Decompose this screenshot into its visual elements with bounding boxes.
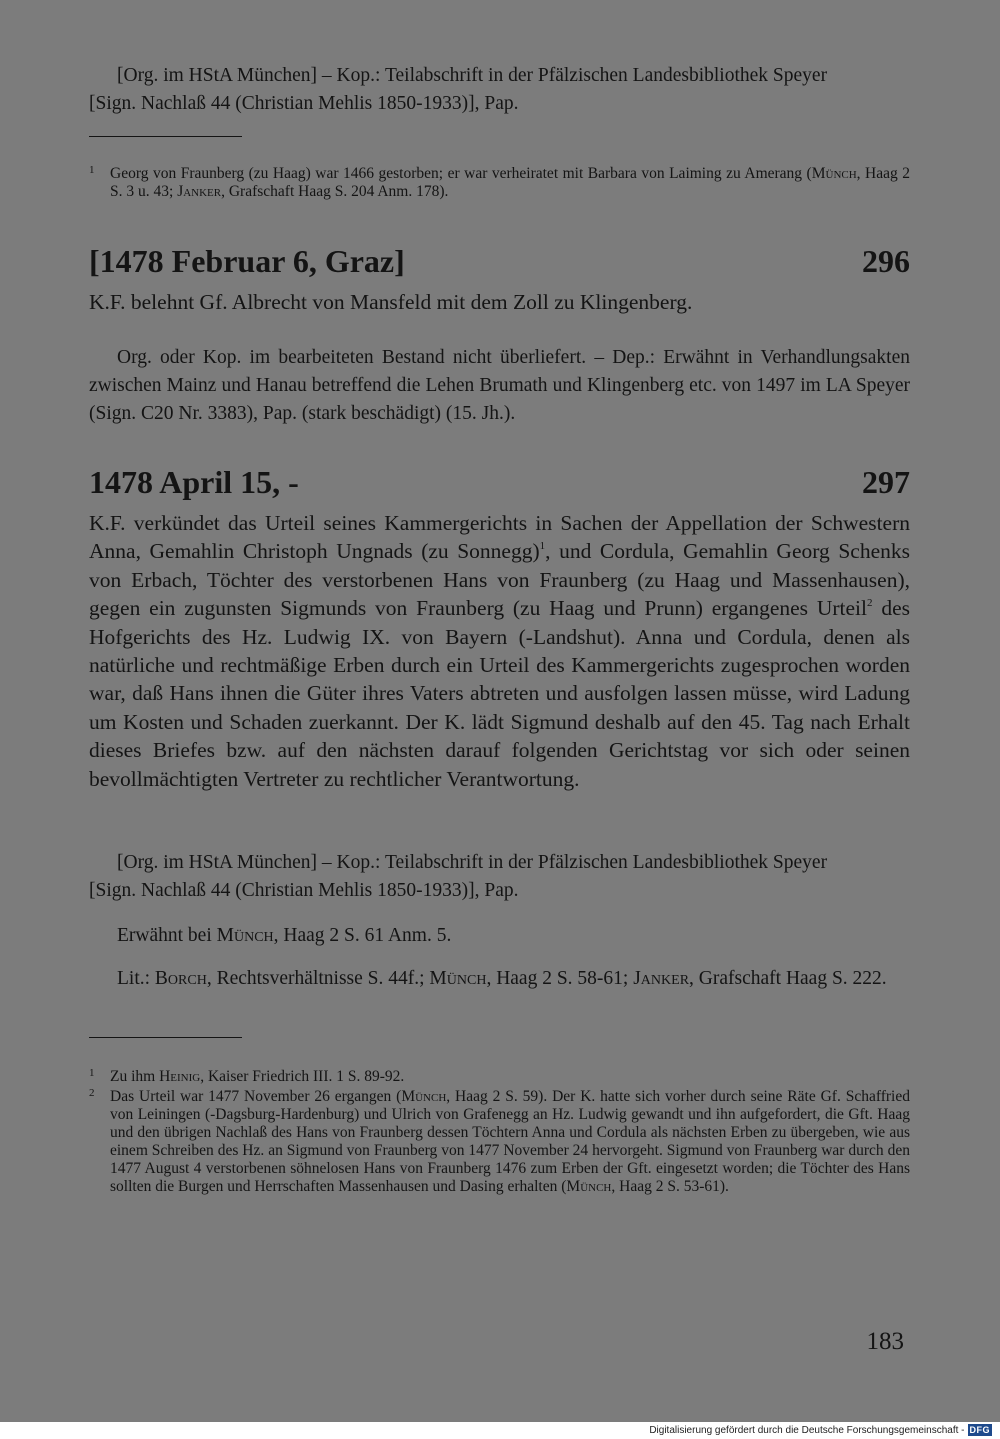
entry-297-source-block — [89, 849, 910, 905]
top-footnote — [89, 165, 910, 201]
entry-297-literature-block — [89, 965, 910, 993]
entry-296-source: Org. oder Kop. im bearbeiteten Bestand nicht überliefert. – Dep.: Erwähnt in Verhandlungsakten zwischen Mainz und Hanau betreffend die Lehen Brumath und Klingenberg etc. von 1497 im LA Speyer (Sign. C20 Nr. 3383), Pap. (stark beschädigt) (15. Jh.). — [89, 347, 910, 424]
entry-296-number: 296 — [862, 243, 910, 279]
entry-297-mention-block — [89, 922, 910, 950]
top-source-line1: [Org. im HStA München] – Kop.: Teilabschrift in der Pfälzischen Landesbibliothek Speyer — [117, 65, 828, 86]
entry-297-source-line1: [Org. im HStA München] – Kop.: Teilabschrift in der Pfälzischen Landesbibliothek Speyer — [117, 852, 828, 873]
entry-297-literature: Lit.: Borch, Rechtsverhältnisse S. 44f.; Münch, Haag 2 S. 58-61; Janker, Grafschaft Haag S. 222. — [117, 968, 887, 989]
top-source-line2: [Sign. Nachlaß 44 (Christian Mehlis 1850-1933)], Pap. — [89, 93, 519, 114]
entry-297-date: 1478 April 15, - — [89, 464, 299, 500]
footnote-2 — [89, 1088, 910, 1196]
entry-296-date: [1478 Februar 6, Graz] — [89, 243, 405, 279]
entry-296-summary: K.F. belehnt Gf. Albrecht von Mansfeld mit dem Zoll zu Klingenberg. — [89, 290, 693, 314]
footnote-separator-bottom — [89, 1037, 242, 1038]
dfg-logo: DFG — [969, 1425, 990, 1435]
footnote-text: Georg von Fraunberg (zu Haag) war 1466 gestorben; er war verheiratet mit Barbara von Laiming zu Amerang (Münch, Haag 2 S. 3 u. 43; Janker, Grafschaft Haag S. 204 Anm. 178). — [110, 165, 910, 200]
footnote-ref-1: 1 — [539, 540, 546, 553]
entry-296-source-block — [89, 344, 910, 428]
footnote-number: 1 — [89, 1067, 95, 1079]
digitization-credit — [649, 1424, 992, 1436]
credit-text: Digitalisierung gefördert durch die Deutsche Forschungsgemeinschaft - — [649, 1424, 965, 1436]
entry-297-source-line2: [Sign. Nachlaß 44 (Christian Mehlis 1850-1933)], Pap. — [89, 880, 519, 901]
top-source-note — [89, 62, 910, 118]
entry-296-summary-block — [89, 288, 910, 316]
footnote-1 — [89, 1068, 910, 1086]
footnote-number: 1 — [89, 164, 95, 176]
entry-297-summary: K.F. verkündet das Urteil seines Kammergerichts in Sachen der Appellation der Schwestern Anna, Gemahlin Christoph Ungnads (zu Sonnegg)$^1$, und Cordula, Gemahlin Georg Schenks von Erbach, Töchter des verstorbenen Hans von Fraunberg (zu Haag und Massenhausen), gegen ein zugunsten Sigmunds von Fraunberg (zu Haag und Prunn) ergangenes Urteil$^2$ des Hofgerichts des Hz. Ludwig IX. von Bayern (-Landshut). Anna und Cordula, denen als natürliche und rechtmäßige Erben durch ein Urteil des Kammergerichts zugesprochen worden war, daß Hans ihnen die Güter ihres Vaters abtreten und ausfolgen lassen müsse, wird Ladung um Kosten und Schaden zuerkannt. Der K. lädt Sigmund deshalb auf den 45. Tag nach Erhalt dieses Briefes bzw. auf den nächsten darauf folgenden Gerichtstag vor sich oder seinen bevollmächtigten Vertreter zu rechtlicher Verantwortung. — [89, 511, 910, 791]
entry-297-number: 297 — [862, 464, 910, 500]
entry-297-summary-block — [89, 509, 910, 793]
entry-297-mention: Erwähnt bei Münch, Haag 2 S. 61 Anm. 5. — [117, 925, 452, 946]
footnote-ref-2: 2 — [867, 597, 873, 610]
footnote-separator-top — [89, 136, 242, 137]
footnote-text: Das Urteil war 1477 November 26 ergangen (Münch, Haag 2 S. 59). Der K. hatte sich vorher durch seine Räte Gf. Schaffried von Leiningen (-Dagsburg-Hardenburg) und Ulrich von Grafenegg an Hz. Ludwig gewandt und ihn aufgefordert, die Gft. Haag und den übrigen Nachlaß des Hans von Fraunberg dessen Töchtern Anna und Cordula als nächsten Erben zu übergeben, wie aus einem Schreiben des Hz. an Sigmund von Fraunberg von 1477 November 24 hervorgeht. Sigmund von Fraunberg war durch den 1477 August 4 verstorbenen söhnelosen Hans von Fraunberg 1476 zum Erben der Gft. eingesetzt worden; die Töchter des Hans sollten die Burgen und Herrschaften Massenhausen und Dasing erhalten (Münch, Haag 2 S. 53-61). — [110, 1088, 910, 1195]
footnote-text: Zu ihm Heinig, Kaiser Friedrich III. 1 S. 89-92. — [110, 1068, 405, 1085]
footnote-number: 2 — [89, 1087, 95, 1099]
page-number: 183 — [866, 1328, 904, 1355]
